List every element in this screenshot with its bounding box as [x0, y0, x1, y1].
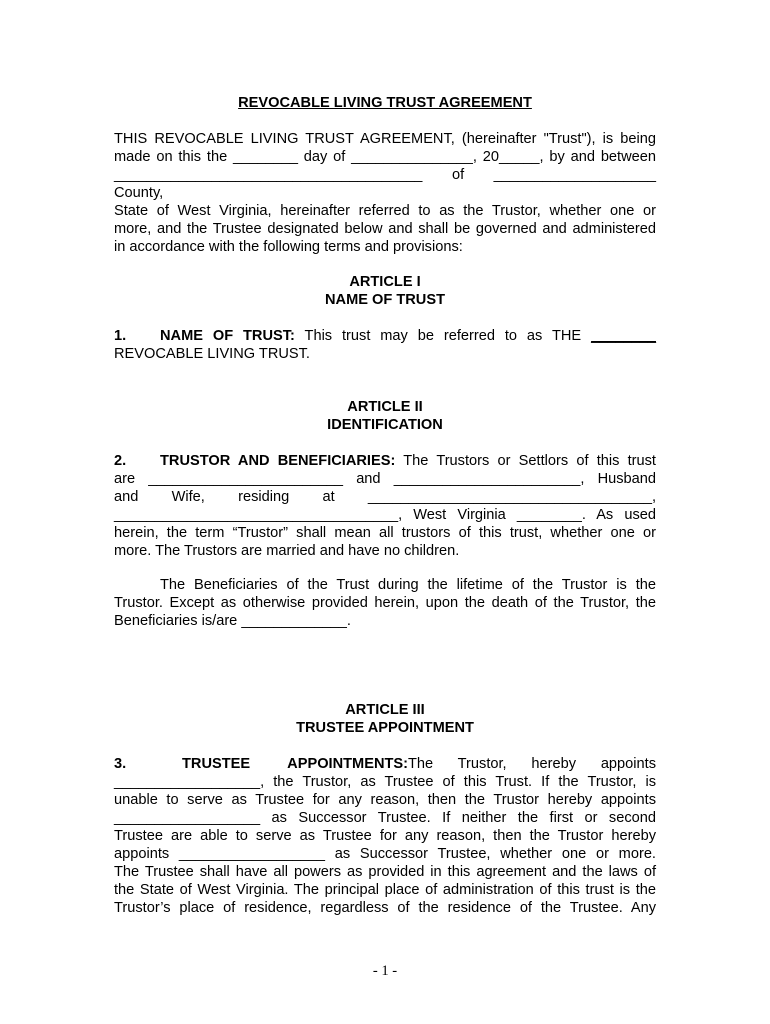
section-2-line: and Wife, residing at ___________________________________,	[114, 489, 656, 505]
page-number: - 1 -	[372, 963, 398, 979]
section-2-line: ___________________________________, West Virginia ________. As used	[114, 507, 656, 523]
section-2-line: are ________________________ and _______________________, Husband	[114, 471, 656, 487]
article-3-subheading: TRUSTEE APPOINTMENT	[296, 720, 474, 736]
section-2-line	[114, 452, 656, 470]
beneficiaries-line: Trustor. Except as otherwise provided herein, upon the death of the Trustor, the	[114, 595, 656, 611]
intro-line: THIS REVOCABLE LIVING TRUST AGREEMENT, (hereinafter "Trust"), is being	[114, 131, 656, 147]
section-3-line: Trustor’s place of residence, regardless of the residence of the Trustee. Any	[114, 900, 656, 916]
section-3-line: The Trustee shall have all powers as provided in this agreement and the laws of	[114, 864, 656, 880]
section-number: 2.	[114, 453, 127, 469]
section-label: NAME OF TRUST:	[160, 328, 295, 344]
beneficiaries-paragraph	[114, 576, 656, 630]
section-number: 1.	[114, 328, 127, 344]
section-2-line: more. The Trustors are married and have no children.	[114, 543, 460, 559]
section-3-line: __________________ as Successor Trustee. If neither the first or second	[114, 810, 656, 826]
section-1-line	[114, 327, 656, 345]
section-1	[114, 327, 656, 363]
section-3-line: __________________, the Trustor, as Trustee of this Trust. If the Trustor, is	[114, 774, 656, 790]
section-3-line: Trustee are able to serve as Trustee for any reason, then the Trustor hereby	[114, 828, 656, 844]
section-2-line: herein, the term “Trustor” shall mean all trustors of this trust, whether one or	[114, 525, 656, 541]
intro-paragraph	[114, 130, 656, 256]
section-label: TRUSTOR AND BENEFICIARIES:	[160, 453, 396, 469]
article-1-heading: ARTICLE I	[349, 274, 421, 290]
intro-line: ______________________________________ of ____________________ County,	[114, 167, 656, 201]
section-text: The Trustors or Settlors of this trust	[395, 453, 656, 469]
intro-line: in accordance with the following terms and provisions:	[114, 239, 463, 255]
intro-line: made on this the ________ day of _______________, 20_____, by and between	[114, 149, 656, 165]
section-3-line: unable to serve as Trustee for any reason, then the Trustor hereby appoints	[114, 792, 656, 808]
article-3-heading: ARTICLE III	[345, 702, 425, 718]
article-2-subheading: IDENTIFICATION	[327, 417, 443, 433]
section-1-line: REVOCABLE LIVING TRUST.	[114, 346, 310, 362]
section-number: 3.	[114, 756, 127, 772]
section-3	[114, 755, 656, 917]
section-3-line: the State of West Virginia. The principal place of administration of this trust is the	[114, 882, 656, 898]
document-title: REVOCABLE LIVING TRUST AGREEMENT	[238, 95, 532, 111]
beneficiaries-line: The Beneficiaries of the Trust during the lifetime of the Trustor is the	[160, 577, 656, 593]
section-2	[114, 452, 656, 560]
article-2-heading: ARTICLE II	[347, 399, 423, 415]
intro-line: more, and the Trustee designated below and shall be governed and administered	[114, 221, 656, 237]
section-text: This trust may be referred to as THE	[294, 328, 592, 344]
beneficiaries-line: Beneficiaries is/are _____________.	[114, 613, 351, 629]
section-label: TRUSTEE APPOINTMENTS:	[182, 756, 408, 772]
section-text: The Trustor, hereby appoints	[408, 756, 656, 772]
trust-name-blank: ________	[591, 328, 656, 344]
intro-line: State of West Virginia, hereinafter referred to as the Trustor, whether one or	[114, 203, 656, 219]
section-3-line	[114, 755, 656, 773]
article-1-subheading: NAME OF TRUST	[325, 292, 445, 308]
section-3-line: appoints __________________ as Successor Trustee, whether one or more.	[114, 846, 656, 862]
